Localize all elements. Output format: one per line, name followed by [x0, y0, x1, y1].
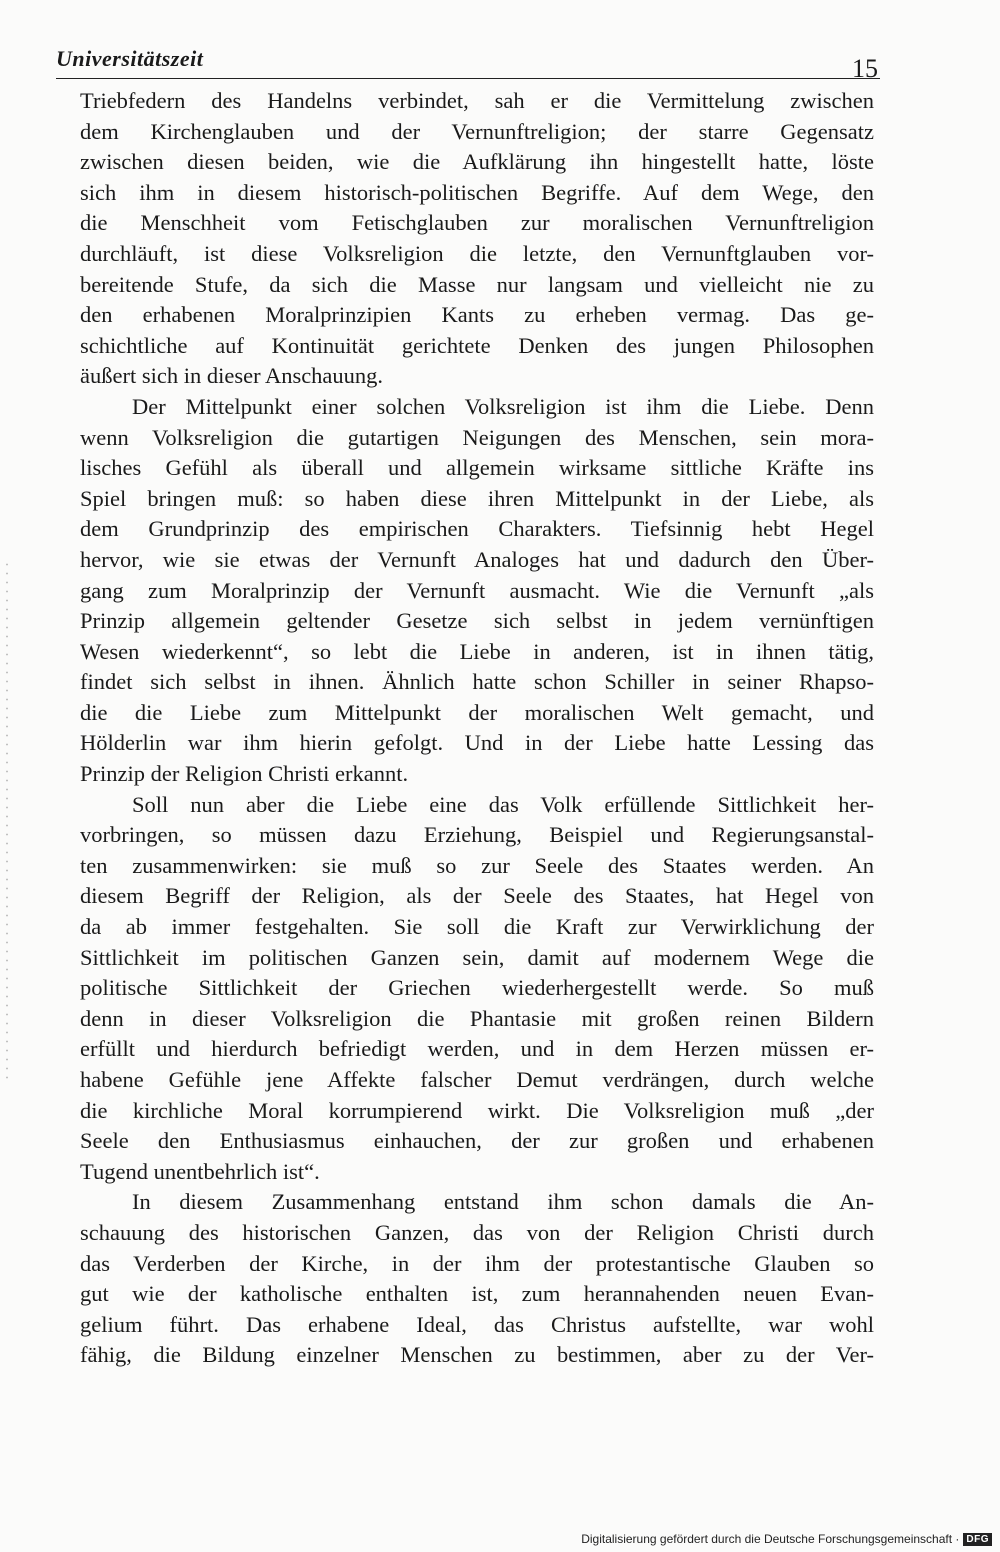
text-line: das Verderben der Kirche, in der ihm der protestantische Glauben so	[80, 1250, 874, 1276]
text-line: Tugend unentbehrlich ist“.	[80, 1158, 320, 1184]
text-line: Triebfedern des Handelns verbindet, sah er die Vermittelung zwischen	[80, 88, 874, 113]
text-line: da ab immer festgehalten. Sie soll die Kraft zur Verwirklichung der	[80, 914, 874, 940]
credit-text: Digitalisierung gefördert durch die Deutsche Forschungsgemeinschaft ·	[581, 1532, 960, 1546]
text-line: den erhabenen Moralprinzipien Kants zu erheben vermag. Das ge-	[80, 302, 874, 328]
text-line: vorbringen, so müssen dazu Erziehung, Beispiel und Regierungsanstal-	[80, 822, 874, 848]
page-number: 15	[852, 54, 878, 83]
body-text	[80, 86, 874, 1371]
text-line: äußert sich in dieser Anschauung.	[80, 363, 384, 389]
text-line: Sittlichkeit im politischen Ganzen sein, damit auf modernem Wege die	[80, 944, 874, 970]
gutter-shadow	[6, 560, 8, 1080]
paragraph-start-line: In diesem Zusammenhang entstand ihm schon damals die An-	[132, 1189, 874, 1215]
text-line: wenn Volksreligion die gutartigen Neigungen des Menschen, sein mora-	[80, 424, 874, 450]
text-line: die kirchliche Moral korrumpierend wirkt. Die Volksreligion muß „der	[80, 1097, 874, 1123]
text-line: Prinzip allgemein geltender Gesetze sich selbst in jedem vernünftigen	[80, 608, 874, 634]
text-line: Wesen wiederkennt“, so lebt die Liebe in anderen, ist in ihnen tätig,	[80, 638, 874, 664]
text-line: Spiel bringen muß: so haben diese ihren Mittelpunkt in der Liebe, als	[80, 485, 874, 511]
text-line: habene Gefühle jene Affekte falscher Demut verdrängen, durch welche	[80, 1067, 874, 1092]
paragraph-start-line: Soll nun aber die Liebe eine das Volk erfüllende Sittlichkeit her-	[132, 791, 874, 817]
text-line: zwischen diesen beiden, wie die Aufklärung ihn hingestellt hatte, löste	[80, 149, 874, 175]
text-line: findet sich selbst in ihnen. Ähnlich hatte schon Schiller in seiner Rhapso-	[80, 669, 874, 695]
text-line: erfüllt und hierdurch befriedigt werden, und in dem Herzen müssen er-	[80, 1036, 874, 1062]
text-line: lisches Gefühl als überall und allgemein wirksame sittliche Kräfte ins	[80, 455, 874, 481]
digitization-credit	[581, 1532, 992, 1546]
text-line: sich ihm in diesem historisch-politischen Begriffe. Auf dem Wege, den	[80, 179, 874, 205]
text-line: schichtliche auf Kontinuität gerichtete Denken des jungen Philosophen	[80, 332, 874, 358]
text-line: Hölderlin war ihm hierin gefolgt. Und in der Liebe hatte Lessing das	[80, 730, 874, 756]
dfg-logo: DFG	[963, 1533, 992, 1546]
running-head	[56, 44, 880, 83]
paragraph-start-line: Der Mittelpunkt einer solchen Volksreligion ist ihm die Liebe. Denn	[132, 393, 874, 419]
text-line: Seele den Enthusiasmus einhauchen, der zur großen und erhabenen	[80, 1128, 874, 1154]
text-line: dem Grundprinzip des empirischen Charakters. Tiefsinnig hebt Hegel	[80, 516, 874, 542]
text-line: Prinzip der Religion Christi erkannt.	[80, 761, 409, 787]
text-line: die die Liebe zum Mittelpunkt der moralischen Welt gemacht, und	[80, 699, 874, 725]
text-line: gang zum Moralprinzip der Vernunft ausmacht. Wie die Vernunft „als	[80, 577, 874, 603]
text-line: schauung des historischen Ganzen, das von der Religion Christi durch	[80, 1219, 874, 1245]
text-line: durchläuft, ist diese Volksreligion die letzte, den Vernunftglauben vor-	[80, 240, 874, 266]
text-line: hervor, wie sie etwas der Vernunft Analoges hat und dadurch den Über-	[80, 546, 874, 572]
text-line: gut wie der katholische enthalten ist, zum herannahenden neuen Evan-	[80, 1281, 874, 1307]
text-line: diesem Begriff der Religion, als der Seele des Staates, hat Hegel von	[80, 883, 874, 909]
text-line: gelium führt. Das erhabene Ideal, das Christus aufstellte, war wohl	[80, 1311, 874, 1337]
running-title: Universitätszeit	[56, 46, 204, 71]
text-line: fähig, die Bildung einzelner Menschen zu bestimmen, aber zu der Ver-	[80, 1342, 874, 1368]
text-line: ten zusammenwirken: sie muß so zur Seele des Staates werden. An	[80, 852, 874, 878]
text-line: dem Kirchenglauben und der Vernunftreligion; der starre Gegensatz	[80, 118, 874, 144]
text-line: bereitende Stufe, da sich die Masse nur langsam und vielleicht nie zu	[80, 271, 874, 297]
text-line: politische Sittlichkeit der Griechen wiederhergestellt werde. So muß	[80, 975, 874, 1001]
text-line: die Menschheit vom Fetischglauben zur moralischen Vernunftreligion	[80, 210, 874, 236]
text-line: denn in dieser Volksreligion die Phantasie mit großen reinen Bildern	[80, 1005, 874, 1031]
